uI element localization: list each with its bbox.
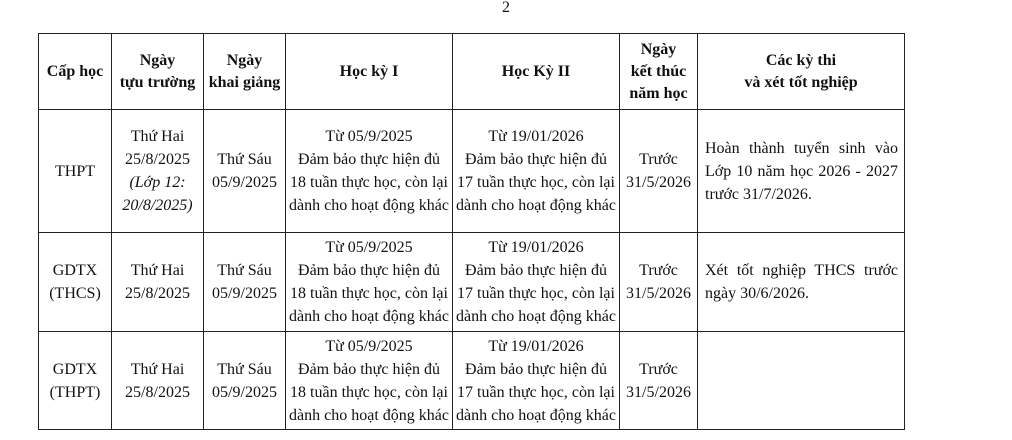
header-text: tựu trường [119,73,196,91]
cell-text: Đảm bảo thực hiện đủ [298,360,440,378]
cell-hoc-ky-1 [286,233,453,332]
cell-text: Thứ Hai [130,360,185,378]
cell-text: Đảm bảo thực hiện đủ [465,360,607,378]
cell-text: Thứ Hai [130,128,185,145]
cell-text: GDTX [52,262,98,279]
cell-text: Đảm bảo thực hiện đủ [298,151,440,168]
cell-text: Đảm bảo thực hiện đủ [465,151,607,168]
cell-hoc-ky-2 [453,233,620,332]
cell-text: dành cho hoạt động khác [456,197,616,214]
cell-text: dành cho hoạt động khác [456,308,616,325]
cell-text: 25/8/2025 [125,151,190,168]
header-text: và xét tốt nghiệp [744,73,858,91]
cell-ky-thi [698,332,905,430]
cell-text: Thứ Sáu [217,262,272,279]
school-calendar-table [38,33,905,430]
cell-note: 20/8/2025) [122,197,193,214]
cell-text: Từ 05/9/2025 [325,239,413,256]
cell-tuu-truong [112,233,204,332]
cell-cap-hoc [39,110,112,233]
header-text: kết thúc [630,62,687,80]
cell-text: 25/8/2025 [125,383,190,401]
cell-hoc-ky-1 [286,110,453,233]
cell-text: 31/5/2026 [626,383,691,401]
header-ngay-ket-thuc [620,34,698,110]
header-text: Ngày [139,51,176,69]
cell-text: 05/9/2025 [212,383,277,401]
cell-ket-thuc [620,110,698,233]
header-text: Ngày [226,51,263,69]
header-text: Các kỳ thi [765,51,837,69]
cell-text: 17 tuần thực học, còn lại [457,285,615,302]
cell-text: Thứ Sáu [217,360,272,378]
cell-text: 05/9/2025 [212,174,277,191]
cell-text: 18 tuần thực học, còn lại [290,285,448,302]
table-row [39,110,905,233]
header-text: Ngày [640,40,677,58]
cell-ky-thi: Xét tốt nghiệp THCS trước ngày 30/6/2026. [698,233,905,332]
cell-note: (Lớp 12: [129,174,186,191]
cell-ket-thuc [620,233,698,332]
cell-text: 05/9/2025 [212,285,277,302]
cell-cap-hoc [39,332,112,430]
cell-text: Thứ Sáu [217,151,272,168]
header-cap-hoc: Cấp học [39,34,112,110]
cell-khai-giang [204,332,286,430]
cell-text: Trước [639,151,678,168]
cell-text: (THPT) [49,383,101,401]
cell-text: (THCS) [49,285,101,302]
cell-text: dành cho hoạt động khác [289,308,449,325]
header-ngay-tuu-truong [112,34,204,110]
header-hoc-ky-2: Học Kỳ II [453,34,620,110]
cell-khai-giang [204,110,286,233]
table-row [39,233,905,332]
cell-text: 31/5/2026 [626,285,691,302]
header-row [39,34,905,110]
cell-hoc-ky-2 [453,110,620,233]
cell-text: dành cho hoạt động khác [289,406,449,424]
cell-text: Đảm bảo thực hiện đủ [465,262,607,279]
cell-text: 17 tuần thực học, còn lại [457,174,615,191]
page-number: 2 [502,0,510,16]
header-ngay-khai-giang [204,34,286,110]
cell-hoc-ky-1 [286,332,453,430]
cell-text: Trước [639,360,678,378]
cell-khai-giang [204,233,286,332]
cell-ky-thi: Hoàn thành tuyển sinh vào Lớp 10 năm học 2026 - 2027 trước 31/7/2026. [698,110,905,233]
cell-text: 31/5/2026 [626,174,691,191]
header-text: năm học [629,84,688,102]
cell-text: 25/8/2025 [125,285,190,302]
cell-text: Thứ Hai [130,262,185,279]
cell-ket-thuc [620,332,698,430]
cell-text: 18 tuần thực học, còn lại [290,383,448,401]
cell-text: Từ 05/9/2025 [325,337,413,355]
cell-cap-hoc [39,233,112,332]
cell-text: dành cho hoạt động khác [456,406,616,424]
header-text: khai giảng [208,73,281,91]
cell-text: 17 tuần thực học, còn lại [457,383,615,401]
header-hoc-ky-1: Học kỳ I [286,34,453,110]
table-row [39,332,905,430]
header-ky-thi [698,34,905,110]
cell-text: dành cho hoạt động khác [289,197,449,214]
cell-text: Từ 19/01/2026 [488,337,584,355]
cell-text: Trước [639,262,678,279]
cell-text: GDTX [52,360,98,378]
cell-tuu-truong [112,110,204,233]
cell-text: Từ 19/01/2026 [488,128,584,145]
cell-text: Từ 19/01/2026 [488,239,584,256]
cell-text: THPT [55,162,95,180]
cell-text: Từ 05/9/2025 [325,128,413,145]
cell-hoc-ky-2 [453,332,620,430]
cell-text: 18 tuần thực học, còn lại [290,174,448,191]
cell-text: Đảm bảo thực hiện đủ [298,262,440,279]
cell-tuu-truong [112,332,204,430]
